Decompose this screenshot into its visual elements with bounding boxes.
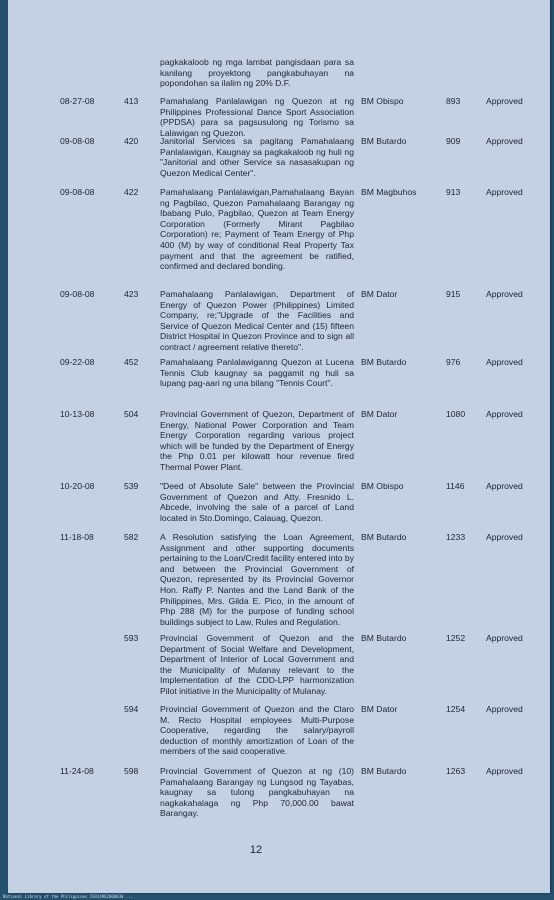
row-status: Approved xyxy=(486,409,523,419)
row-author: BM Butardo xyxy=(361,136,407,146)
row-date: 09-08-08 xyxy=(60,187,95,197)
row-author: BM Dator xyxy=(361,704,398,714)
row-number: 593 xyxy=(124,633,139,643)
row-status: Approved xyxy=(486,481,523,491)
row-status: Approved xyxy=(486,704,523,714)
page-number: 12 xyxy=(249,844,263,856)
row-resolution-number: 1080 xyxy=(446,409,466,419)
row-author: BM Dator xyxy=(361,289,398,299)
row-description: Provincial Government of Quezon, Department of Energy, National Power Corporation and Team Energy Corporation regarding various project which will be funded by the Department of Energy the Php 0.01 per kilowatt hour revenue fired Thermal Power Plant. xyxy=(160,409,354,472)
row-description: Provincial Government of Quezon at ng (10) Pamahalaang Barangay ng Lungsod ng Tayabas, kaugnay sa tulong pangkabuhayan na nagkakahalaga ng Php 70,000.00 bawat Barangay. xyxy=(160,766,354,819)
row-status: Approved xyxy=(486,289,523,299)
row-date: 10-13-08 xyxy=(60,409,95,419)
row-date: 09-08-08 xyxy=(60,289,95,299)
row-date: 09-22-08 xyxy=(60,357,95,367)
row-resolution-number: 893 xyxy=(446,96,461,106)
row-author: BM Butardo xyxy=(361,357,407,367)
row-number: 582 xyxy=(124,532,139,542)
row-author: BM Obispo xyxy=(361,481,404,491)
row-status: Approved xyxy=(486,96,523,106)
row-status: Approved xyxy=(486,357,523,367)
row-resolution-number: 913 xyxy=(446,187,461,197)
row-author: BM Dator xyxy=(361,409,398,419)
row-author: BM Butardo xyxy=(361,532,407,542)
row-number: 452 xyxy=(124,357,139,367)
row-number: 422 xyxy=(124,187,139,197)
row-description: A Resolution satisfying the Loan Agreement, Assignment and other supporting documents pertaining to the Loan/Credit facility entered into by and between the Provincial Government of Quezon, represented by its Provincial Governor Hon. Raffy P. Nantes and the Land Bank of the Philippines, Mrs. Gilda E. Pico, in the amount of Php 288 (M) for the purpose of funding school buildings subject to Law, Rules and Regulation. xyxy=(160,532,354,627)
row-description: Provincial Government of Quezon and the Department of Social Welfare and Development, Department of Interior of Local Government and the Municipality of Mulanay relevant to the Implementation of the CDD-LPP harmonization Pilot initiative in the Municipality of Mulanay. xyxy=(160,633,354,696)
row-number: 598 xyxy=(124,766,139,776)
row-resolution-number: 909 xyxy=(446,136,461,146)
row-status: Approved xyxy=(486,136,523,146)
row-number: 504 xyxy=(124,409,139,419)
row-author: BM Obispo xyxy=(361,96,404,106)
row-number: 594 xyxy=(124,704,139,714)
row-number: 423 xyxy=(124,289,139,299)
row-date: 11-24-08 xyxy=(60,766,94,776)
row-description: Pamahalaang Panlalawiganng Quezon at Lucena Tennis Club kaugnay sa paggamit ng huli sa lupang pag-aari ng una bilang "Tennis Court". xyxy=(160,357,354,389)
row-description: Provincial Government of Quezon and the Claro M. Recto Hospital employees Multi-Purpose Cooperative, regarding the salary/payroll deduction of monthly amortization of Loan of the members of the said cooperative. xyxy=(160,704,354,757)
row-description: Pamahalang Panlalawigan ng Quezon at ng Philippines Professional Dance Sport Association (PPDSA) para sa pagsusulong ng Torismo sa Lalawigan ng Quezon. xyxy=(160,96,354,138)
row-resolution-number: 1254 xyxy=(446,704,466,714)
scan-footer: National Library of the Philippines ISO14962000030 ... xyxy=(3,894,134,899)
row-status: Approved xyxy=(486,633,523,643)
row-date: 10-20-08 xyxy=(60,481,95,491)
row-date: 09-08-08 xyxy=(60,136,95,146)
row-author: BM Butardo xyxy=(361,633,407,643)
row-date: 08-27-08 xyxy=(60,96,95,106)
row-resolution-number: 1146 xyxy=(446,481,465,491)
row-resolution-number: 1233 xyxy=(446,532,466,542)
row-number: 539 xyxy=(124,481,139,491)
row-status: Approved xyxy=(486,187,523,197)
row-description: pagkakaloob ng mga lambat pangisdaan para sa kanilang proyektong pangkabuhayan na popondohan sa ilalim ng 20% D.F. xyxy=(160,57,354,89)
row-author: BM Magbuhos xyxy=(361,187,417,197)
row-description: Pamahalaang Panlalawigan, Department of Energy of Quezon Power (Philippines) Limited Company, re;"Upgrade of the Facilities and Service of Quezon Medical Center and (15) fifteen District Hospital in Quezon Province and to sign all contract / agreement relative thereto". xyxy=(160,289,354,352)
row-number: 420 xyxy=(124,136,139,146)
row-status: Approved xyxy=(486,766,523,776)
row-status: Approved xyxy=(486,532,523,542)
row-description: Janitorial Services sa pagitang Pamahalaang Panlalawigan, Kaugnay sa pagkakaloob ng huli ng "Janitorial and other Service sa nasasakupan ng Quezon Medical Center". xyxy=(160,136,354,178)
row-number: 413 xyxy=(124,96,139,106)
row-resolution-number: 915 xyxy=(446,289,461,299)
row-resolution-number: 1252 xyxy=(446,633,466,643)
row-author: BM Butardo xyxy=(361,766,407,776)
row-description: "Deed of Absolute Sale" between the Provincial Government of Quezon and Atty. Fresnido L. Abcede, involving the sale of a parcel of Land located in Sto.Domingo, Calauag, Quezon. xyxy=(160,481,354,523)
document-page xyxy=(8,0,550,893)
row-date: 11-18-08 xyxy=(60,532,94,542)
row-description: Pamahalaang Panlalawigan,Pamahalaang Bayan ng Pagbilao, Quezon Pamahalaang Barangay ng Ibabang Pulo, Pagbilao, Quezon at Team Energy Corporation (Formerly Mirant Pagbilao Corporation) re; Payment of Team Energy of Php 400 (M) by way of conditional Real Property Tax payment and that the agreement be ratified, confirmed and declared bonding. xyxy=(160,187,354,272)
row-resolution-number: 976 xyxy=(446,357,461,367)
row-resolution-number: 1263 xyxy=(446,766,466,776)
